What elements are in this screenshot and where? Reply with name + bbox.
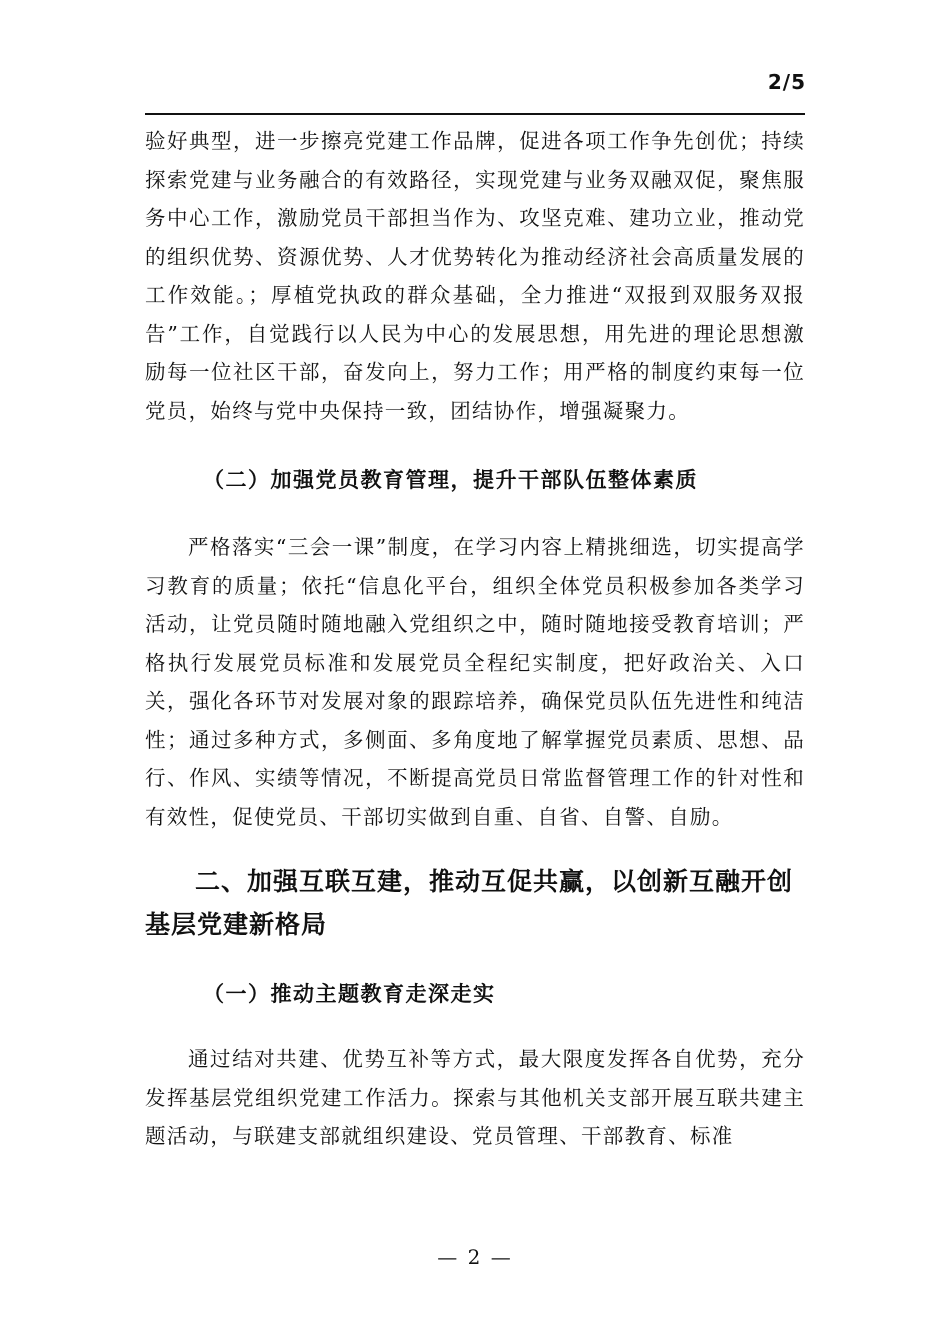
body-paragraph: 通过结对共建、优势互补等方式，最大限度发挥各自优势，充分发挥基层党组织党建工作活力。探索与其他机关支部开展互联共建主题活动，与联建支部就组织建设、党员管理、干部教育、标准	[145, 1047, 805, 1148]
header-rule	[145, 113, 805, 115]
page-indicator: 2/5	[767, 70, 806, 94]
section-heading: 二、加强互联互建，推动互促共赢，以创新互融开创基层党建新格局	[145, 867, 794, 939]
body-paragraph: 验好典型，进一步擦亮党建工作品牌，促进各项工作争先创优；持续探索党建与业务融合的有效路径，实现党建与业务双融双促，聚焦服务中心工作，激励党员干部担当作为、攻坚克难、建功立业，推动党的组织优势、资源优势、人才优势转化为推动经济社会高质量发展的工作效能。；厚植党执政的群众基础，全力推进“双报到双服务双报告”工作，自觉践行以人民为中心的发展思想，用先进的理论思想激励每一位社区干部，奋发向上，努力工作；用严格的制度约束每一位党员，始终与党中央保持一致，团结协作，增强凝聚力。	[145, 129, 805, 423]
document-body	[145, 122, 805, 1156]
body-paragraph: 严格落实“三会一课”制度，在学习内容上精挑细选，切实提高学习教育的质量；依托“信息化平台，组织全体党员积极参加各类学习活动，让党员随时随地融入党组织之中，随时随地接受教育培训；严格执行发展党员标准和发展党员全程纪实制度，把好政治关、入口关，强化各环节对发展对象的跟踪培养，确保党员队伍先进性和纯洁性；通过多种方式，多侧面、多角度地了解掌握党员素质、思想、品行、作风、实绩等情况，不断提高党员日常监督管理工作的针对性和有效性，促使党员、干部切实做到自重、自省、自警、自励。	[145, 535, 805, 829]
section-subheading: （一）推动主题教育走深走实	[203, 982, 496, 1006]
page-footer-number: — 2 —	[437, 1245, 513, 1269]
section-subheading: （二）加强党员教育管理，提升干部队伍整体素质	[203, 468, 698, 492]
